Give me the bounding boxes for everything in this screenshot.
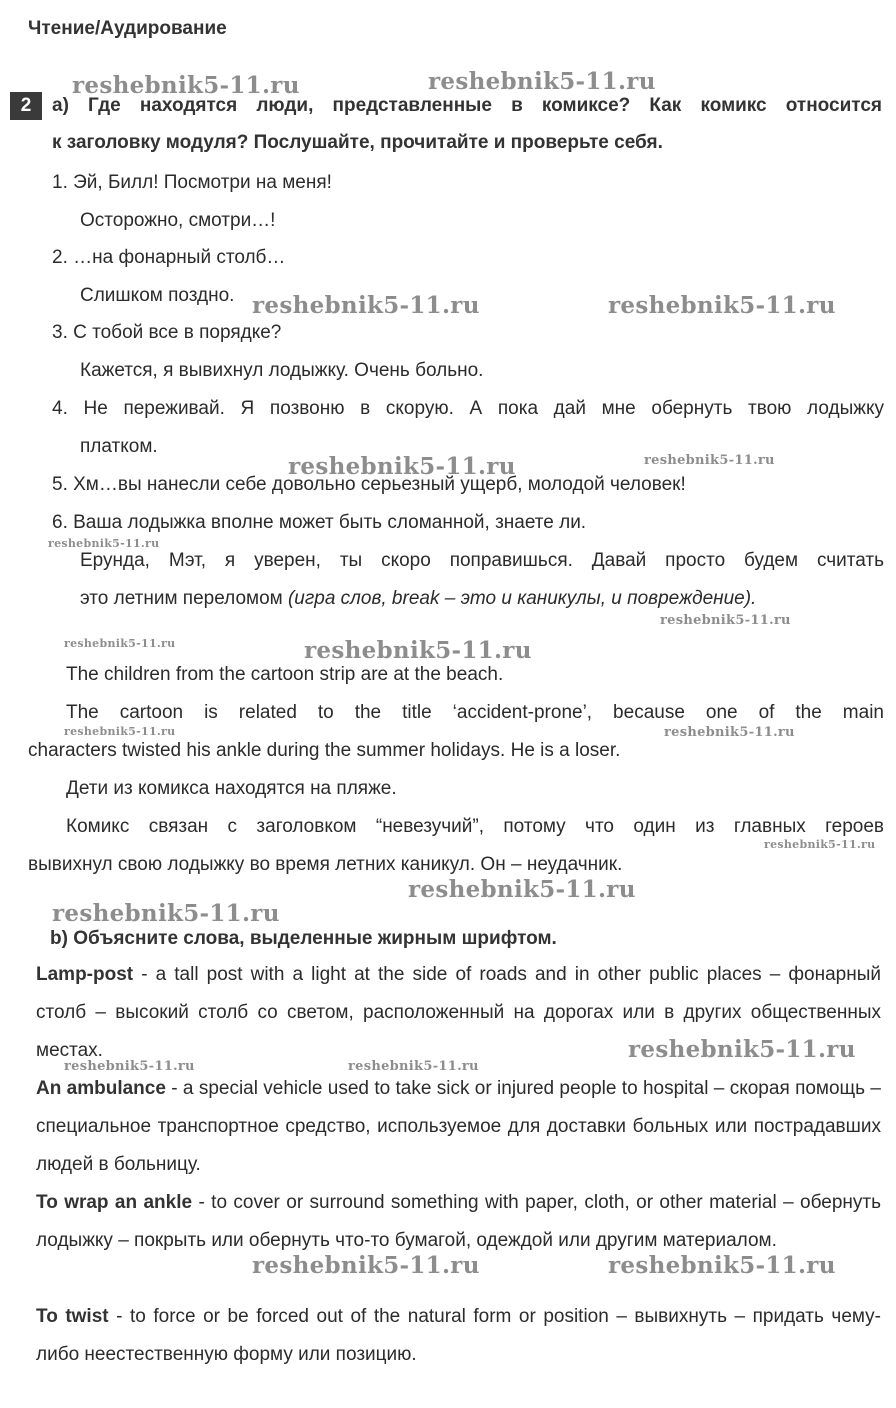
dialogue-line: 5. Хм…вы нанесли себе довольно серьезный ущерб, молодой человек! (52, 474, 686, 495)
question-b: b) Объясните слова, выделенные жирным шрифтом. (50, 928, 557, 949)
definition-wrap-ankle (36, 1184, 881, 1260)
dialogue-line: 2. …на фонарный столб… (52, 247, 286, 268)
dialogue-line: Слишком поздно. (80, 285, 235, 306)
watermark: reshebnik5-11.ru (660, 613, 791, 628)
watermark: reshebnik5-11.ru (64, 1059, 195, 1074)
dialogue-line: платком. (80, 436, 158, 457)
watermark: reshebnik5-11.ru (304, 637, 532, 664)
answer-russian-3: вывихнул свою лодыжку во время летних каникул. Он – неудачник. (28, 854, 623, 875)
section-title: Чтение/Аудирование (28, 18, 227, 39)
definition-ambulance (36, 1070, 881, 1184)
dialogue-line: Осторожно, смотри…! (80, 210, 276, 231)
definition-term: Lamp-post (36, 964, 134, 985)
watermark: reshebnik5-11.ru (628, 1036, 856, 1063)
dialogue-line: 3. С тобой все в порядке? (52, 322, 282, 343)
answer-russian-2: Комикс связан с заголовком “невезучий”, потому что один из главных героев (66, 816, 884, 837)
answer-english-2: The cartoon is related to the title ‘accident-prone’, because one of the main (66, 702, 884, 723)
answer-english-3: characters twisted his ankle during the summer holidays. He is a loser. (28, 740, 621, 761)
watermark: reshebnik5-11.ru (664, 725, 795, 740)
dialogue-line: 6. Ваша лодыжка вполне может быть сломанной, знаете ли. (52, 512, 587, 533)
definition-term: To wrap an ankle (36, 1192, 193, 1213)
dialogue-line: 1. Эй, Билл! Посмотри на меня! (52, 172, 332, 193)
definition-text: - to force or be forced out of the natural form or position – вывихнуть – придать чему-либо неестественную форму или позицию. (36, 1306, 881, 1365)
watermark: reshebnik5-11.ru (608, 1252, 836, 1279)
definition-term: To twist (36, 1306, 109, 1327)
dialogue-text: это летним переломом (80, 588, 288, 609)
watermark: reshebnik5-11.ru (64, 637, 176, 650)
wordplay-note: (игра слов, break – это и каникулы, и повреждение). (287, 588, 757, 609)
watermark: reshebnik5-11.ru (288, 453, 516, 480)
definition-twist (36, 1298, 881, 1374)
dialogue-line: Кажется, я вывихнул лодыжку. Очень больно. (80, 360, 484, 381)
watermark: reshebnik5-11.ru (252, 1252, 480, 1279)
definition-text: - to cover or surround something with paper, cloth, or other material – обернуть лодыжку – покрыть или обернуть что-то бумагой, одеждой или другим материалом. (36, 1192, 881, 1251)
answer-english-1: The children from the cartoon strip are at the beach. (66, 664, 504, 685)
watermark: reshebnik5-11.ru (48, 537, 160, 550)
watermark: reshebnik5-11.ru (608, 292, 836, 319)
question-a-line1: a) Где находятся люди, представленные в комиксе? Как комикс относится (52, 95, 882, 116)
dialogue-line (80, 588, 756, 610)
watermark: reshebnik5-11.ru (644, 453, 775, 468)
answer-russian-1: Дети из комикса находятся на пляже. (66, 778, 397, 799)
question-a-line2: к заголовку модуля? Послушайте, прочитайте и проверьте себя. (52, 132, 663, 153)
watermark: reshebnik5-11.ru (408, 876, 636, 903)
watermark: reshebnik5-11.ru (348, 1059, 479, 1074)
dialogue-line: 4. Не переживай. Я позвоню в скорую. А пока дай мне обернуть твою лодыжку (52, 398, 884, 419)
watermark: reshebnik5-11.ru (428, 68, 656, 95)
watermark: reshebnik5-11.ru (764, 838, 876, 851)
dialogue-line: Ерунда, Мэт, я уверен, ты скоро поправишься. Давай просто будем считать (80, 550, 884, 571)
watermark: reshebnik5-11.ru (52, 900, 280, 927)
watermark: reshebnik5-11.ru (72, 72, 300, 99)
watermark: reshebnik5-11.ru (64, 725, 176, 738)
watermark: reshebnik5-11.ru (252, 292, 480, 319)
exercise-number-badge: 2 (10, 92, 42, 120)
definition-term: An ambulance (36, 1078, 166, 1099)
definition-text: - a tall post with a light at the side of roads and in other public places – фонарный столб – высокий столб со светом, расположенный на дорогах или в других общественных местах. (36, 964, 881, 1061)
definition-text: - a special vehicle used to take sick or injured people to hospital – скорая помощь – специальное транспортное средство, используемое для доставки больных или пострадавших людей в больницу. (36, 1078, 881, 1175)
